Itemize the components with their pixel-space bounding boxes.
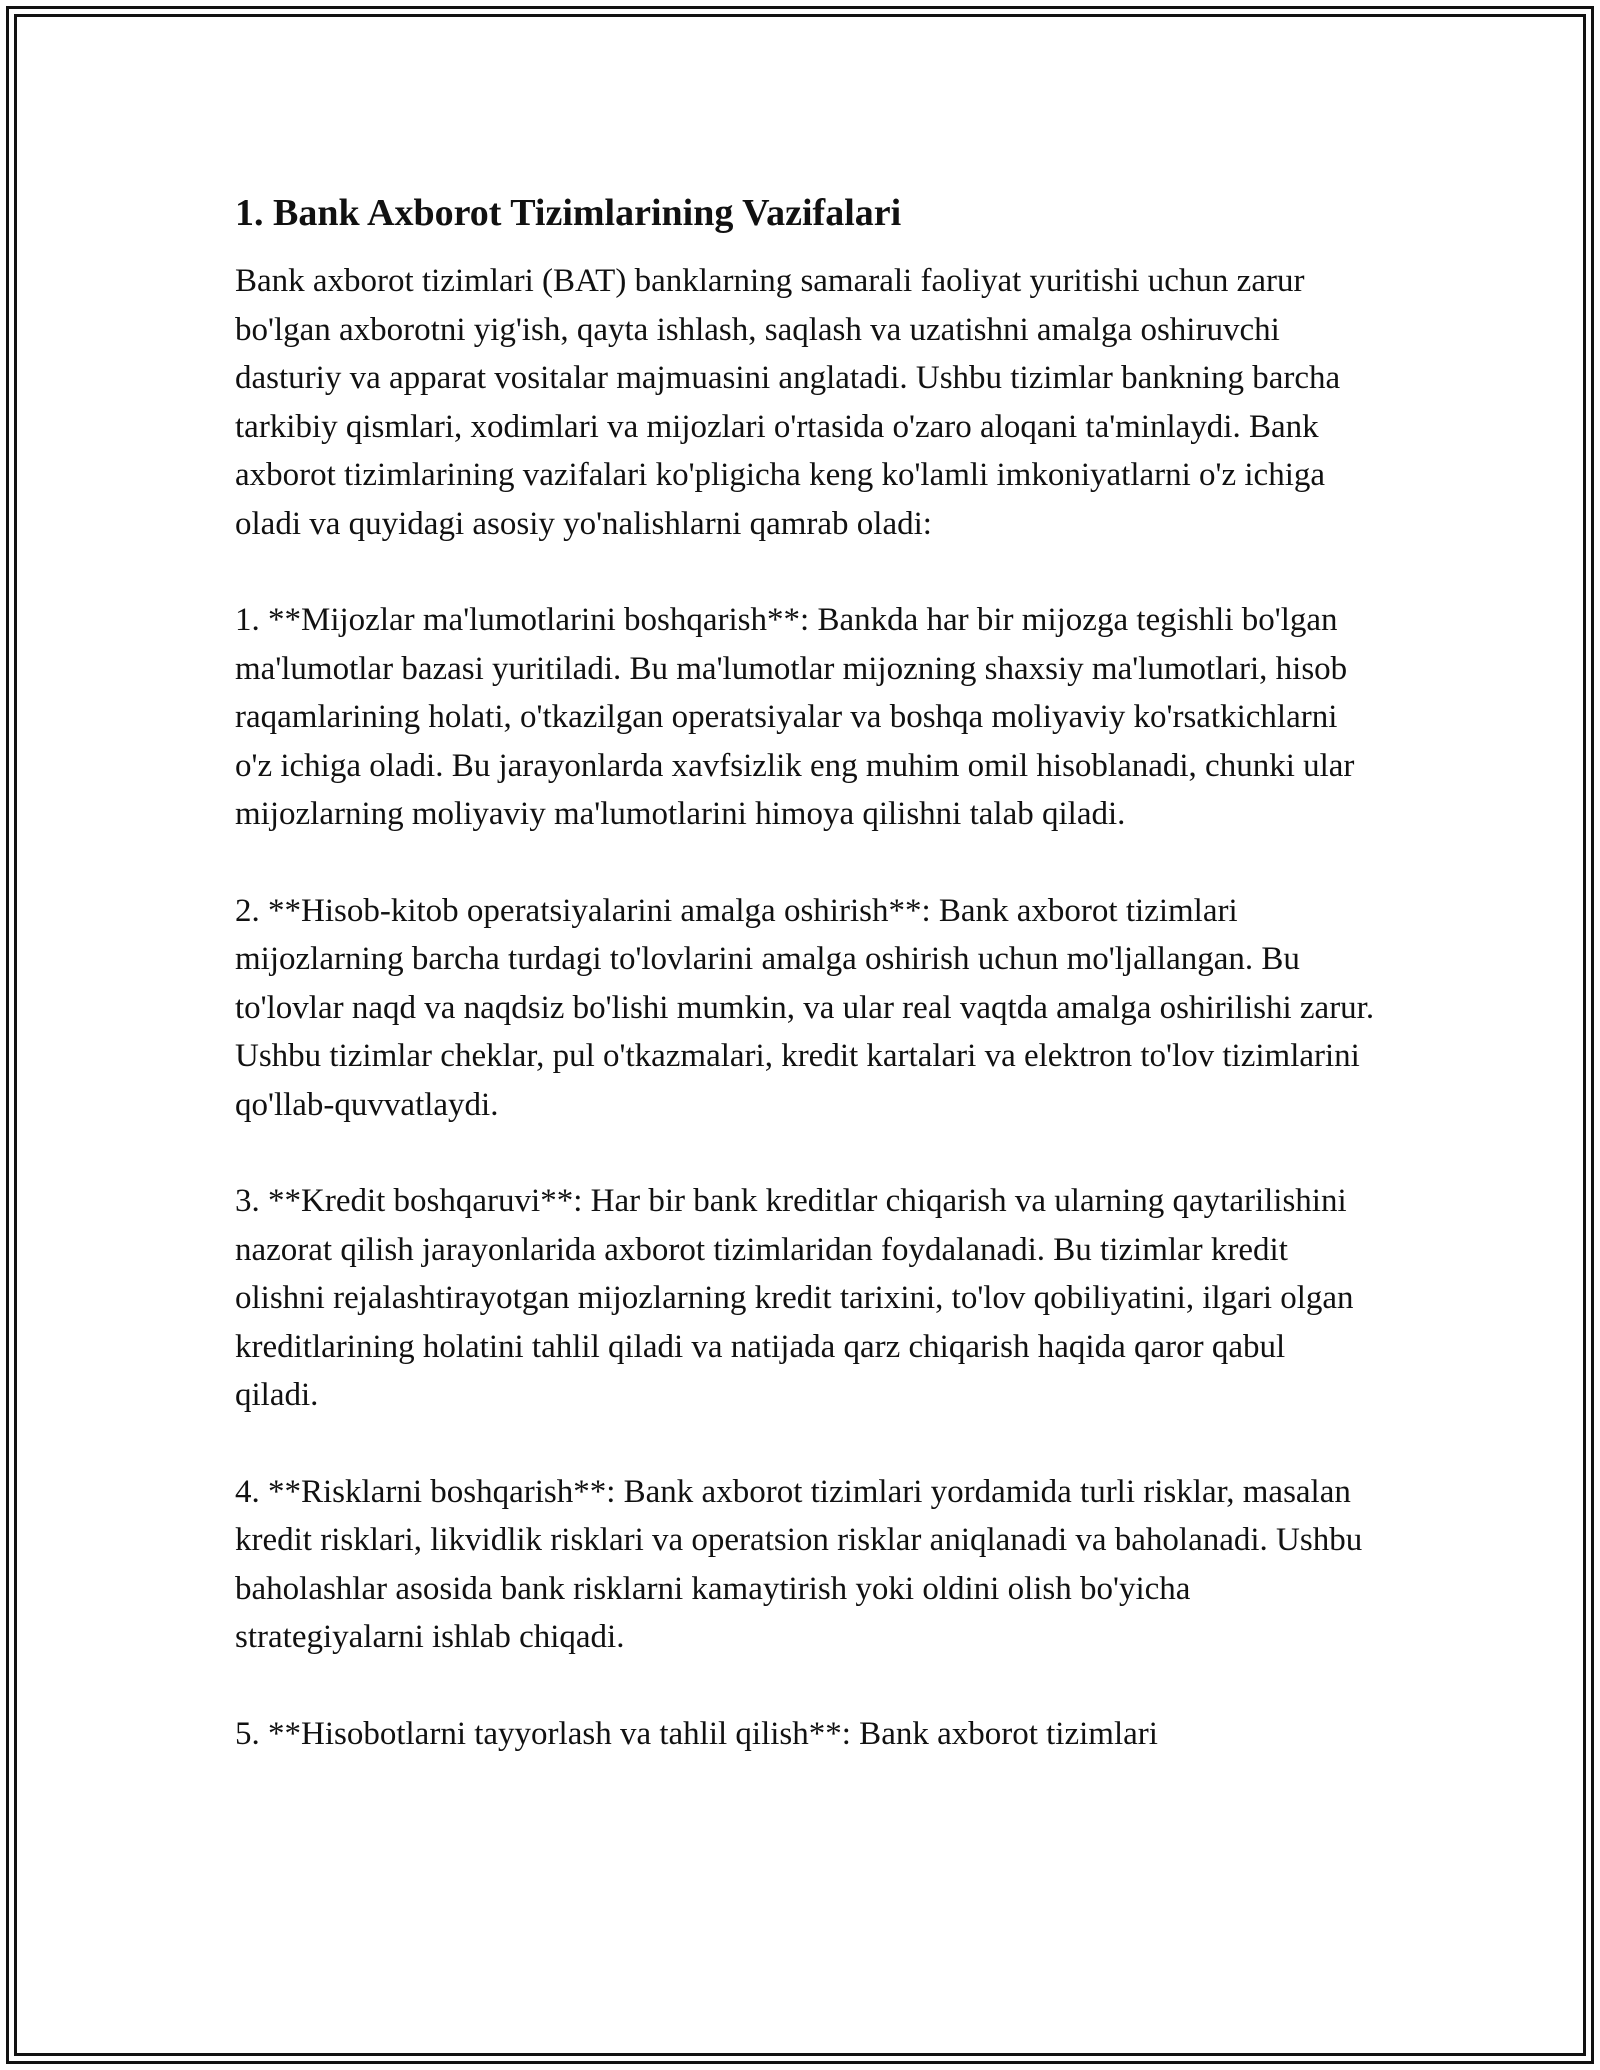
list-item-client-data: 1. **Mijozlar ma'lumotlarini boshqarish**: Bankda har bir mijozga tegishli bo'lgan ma'lumotlar bazasi yuritiladi. Bu ma'lumotlar mijozning shaxsiy ma'lumotlari, hisob raqamlarining holati, o'tkazilgan operatsiyalar va boshqa moliyaviy ko'rsatkichlarni o'z ichiga oladi. Bu jarayonlarda xavfsizlik eng muhim omil hisoblanadi, chunki ular mijozlarning moliyaviy ma'lumotlarini himoya qilishni talab qiladi. (235, 602, 1355, 832)
section-heading: 1. Bank Axborot Tizimlarining Vazifalari (235, 192, 902, 234)
document-body (235, 185, 1375, 1806)
list-item-reports: 5. **Hisobotlarni tayyorlash va tahlil qilish**: Bank axborot tizimlari (235, 1715, 1158, 1752)
intro-paragraph: Bank axborot tizimlari (BAT) banklarning samarali faoliyat yuritishi uchun zarur bo'lgan axborotni yig'ish, qayta ishlash, saqlash va uzatishni amalga oshiruvchi dasturiy va apparat vositalar majmuasini anglatadi. Ushbu tizimlar bankning barcha tarkibiy qismlari, xodimlari va mijozlari o'rtasida o'zaro aloqani ta'minlaydi. Bank axborot tizimlarining vazifalari ko'pligicha keng ko'lamli imkoniyatlarni o'z ichiga oladi va quyidagi asosiy yo'nalishlarni qamrab oladi: (235, 263, 1341, 542)
list-item-settlements: 2. **Hisob-kitob operatsiyalarini amalga oshirish**: Bank axborot tizimlari mijozlarning barcha turdagi to'lovlarini amalga oshirish uchun mo'ljallangan. Bu to'lovlar naqd va naqdsiz bo'lishi mumkin, va ular real vaqtda amalga oshirilishi zarur. Ushbu tizimlar cheklar, pul o'tkazmalari, kredit kartalari va elektron to'lov tizimlarini qo'llab-quvvatlaydi. (235, 892, 1375, 1123)
list-item-credit: 3. **Kredit boshqaruvi**: Har bir bank kreditlar chiqarish va ularning qaytarilishini nazorat qilish jarayonlarida axborot tizimlaridan foydalanadi. Bu tizimlar kredit olishni rejalashtirayotgan mijozlarning kredit tarixini, to'lov qobiliyatini, ilgari olgan kreditlarining holatini tahlil qiladi va natijada qarz chiqarish haqida qaror qabul qiladi. (235, 1183, 1354, 1413)
list-item-risks: 4. **Risklarni boshqarish**: Bank axborot tizimlari yordamida turli risklar, masalan kredit risklari, likvidlik risklari va operatsion risklar aniqlanadi va baholanadi. Ushbu baholashlar asosida bank risklarni kamaytirish yoki oldini olish bo'yicha strategiyalarni ishlab chiqadi. (235, 1473, 1363, 1655)
